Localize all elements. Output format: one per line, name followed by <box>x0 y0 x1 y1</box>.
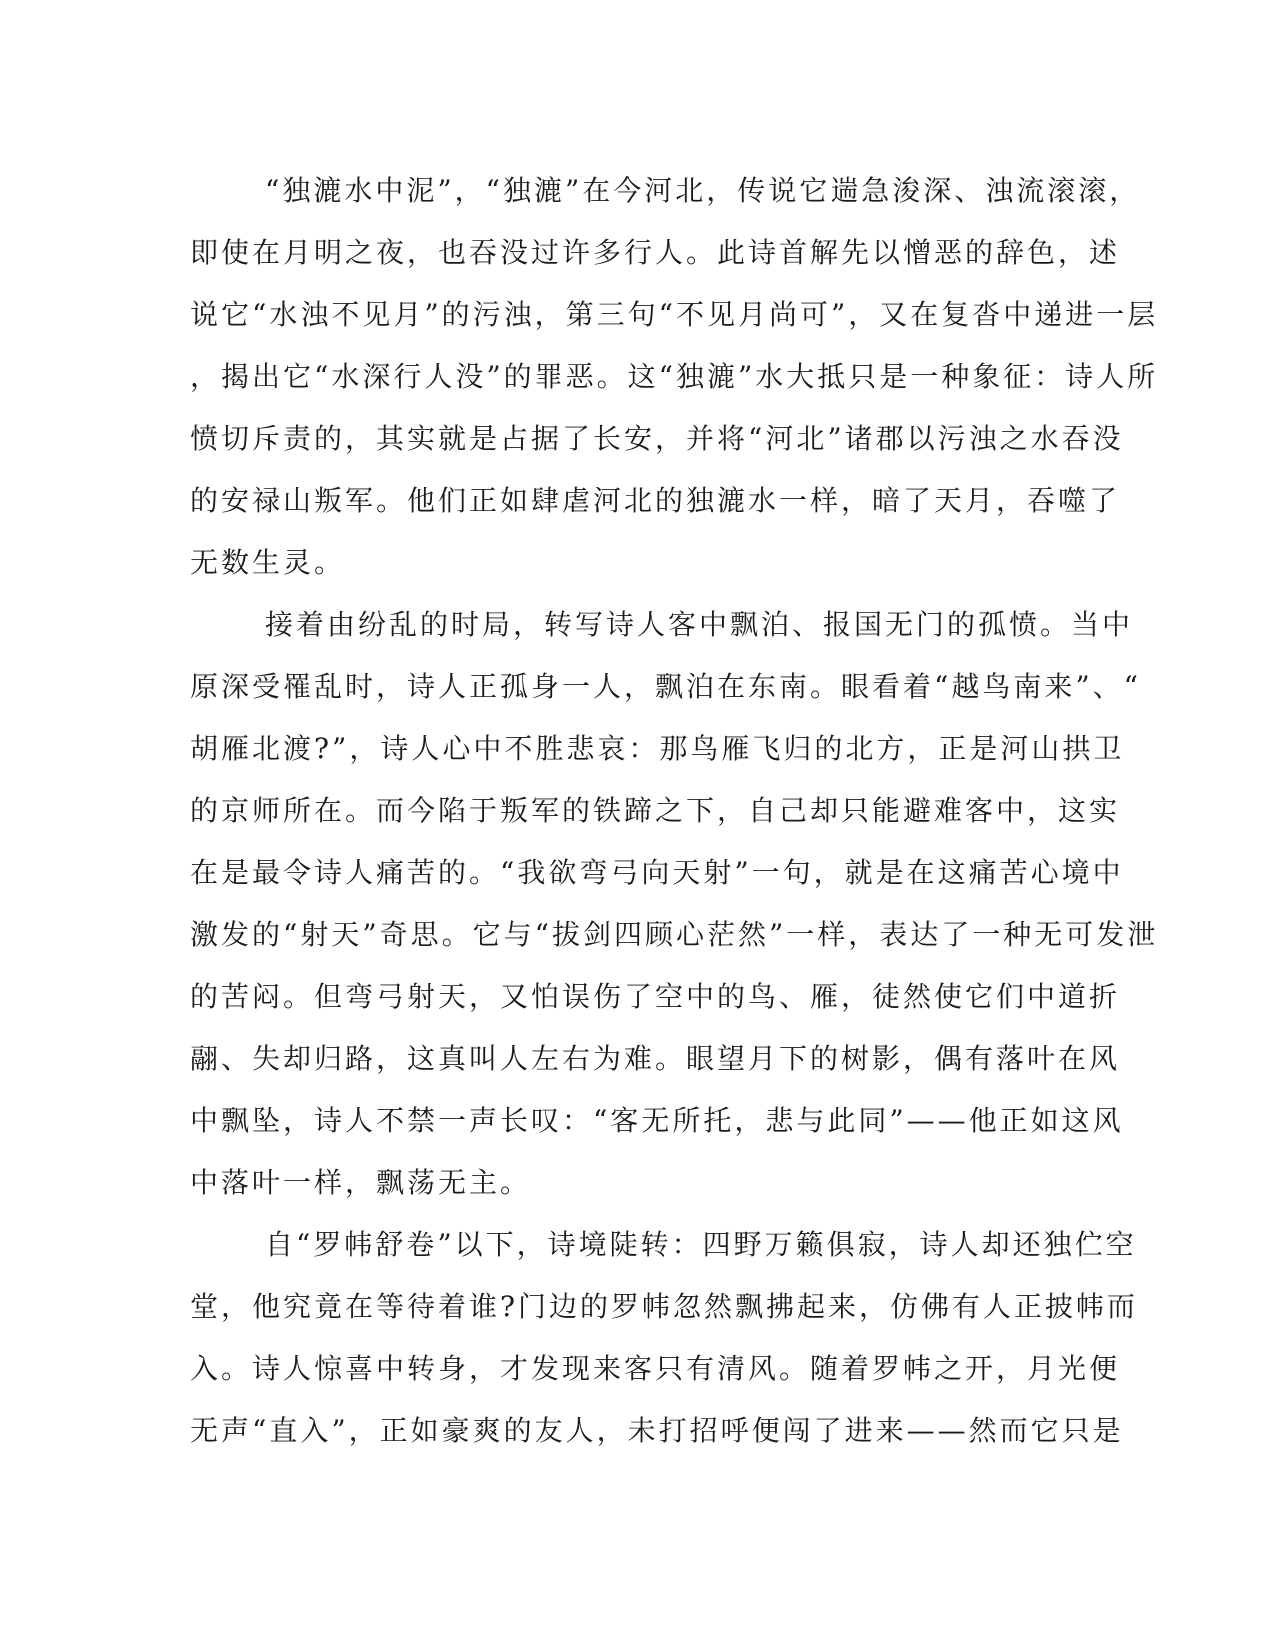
text-line: 接着由纷乱的时局，转写诗人客中飘泊、报国无门的孤愤。当中 <box>265 608 1134 641</box>
text-line: ，揭出它“水深行人没”的罪恶。这“独漉”水大抵只是一种象征：诗人所 <box>190 360 1159 393</box>
text-line: 即使在月明之夜，也吞没过许多行人。此诗首解先以憎恶的辞色，述 <box>190 236 1121 269</box>
text-line: 中落叶一样，飘荡无主。 <box>190 1166 532 1199</box>
text-line: 入。诗人惊喜中转身，才发现来客只有清风。随着罗帏之开，月光便 <box>190 1352 1121 1385</box>
text-line: 原深受罹乱时，诗人正孤身一人，飘泊在东南。眼看着“越鸟南来”、“ <box>190 670 1141 703</box>
paragraph-1 <box>190 160 1159 594</box>
text-line: 激发的“射天”奇思。它与“拔剑四顾心茫然”一样，表达了一种无可发泄 <box>190 918 1159 951</box>
text-line: 说它“水浊不见月”的污浊，第三句“不见月尚可”，又在复沓中递进一层 <box>190 298 1159 331</box>
text-line: 的安禄山叛军。他们正如肆虐河北的独漉水一样，暗了天月，吞噬了 <box>190 484 1121 517</box>
text-line: 在是最令诗人痛苦的。“我欲弯弓向天射”一句，就是在这痛苦心境中 <box>190 856 1124 889</box>
text-line: 中飘坠，诗人不禁一声长叹：“客无所托，悲与此同”——他正如这风 <box>190 1104 1124 1137</box>
text-line: 堂，他究竟在等待着谁?门边的罗帏忽然飘拂起来，仿佛有人正披帏而 <box>190 1290 1139 1323</box>
text-line: 无数生灵。 <box>190 546 346 579</box>
paragraph-2 <box>190 594 1159 1214</box>
text-line: 翮、失却归路，这真叫人左右为难。眼望月下的树影，偶有落叶在风 <box>190 1042 1121 1075</box>
text-line: 的苦闷。但弯弓射天，又怕误伤了空中的鸟、雁，徒然使它们中道折 <box>190 980 1121 1013</box>
text-line: 胡雁北渡?”，诗人心中不胜悲哀：那鸟雁飞归的北方，正是河山拱卫 <box>190 732 1125 765</box>
text-line: 自“罗帏舒卷”以下，诗境陡转：四野万籁俱寂，诗人却还独伫空 <box>265 1228 1137 1261</box>
body-text <box>190 160 1159 1462</box>
text-line: 无声“直入”，正如豪爽的友人，未打招呼便闯了进来——然而它只是 <box>190 1414 1124 1447</box>
text-line: “独漉水中泥”，“独漉”在今河北，传说它遄急浚深、浊流滚滚， <box>265 174 1141 207</box>
paragraph-3 <box>190 1214 1139 1462</box>
text-line: 的京师所在。而今陷于叛军的铁蹄之下，自己却只能避难客中，这实 <box>190 794 1121 827</box>
text-line: 愤切斥责的，其实就是占据了长安，并将“河北”诸郡以污浊之水吞没 <box>190 422 1124 455</box>
